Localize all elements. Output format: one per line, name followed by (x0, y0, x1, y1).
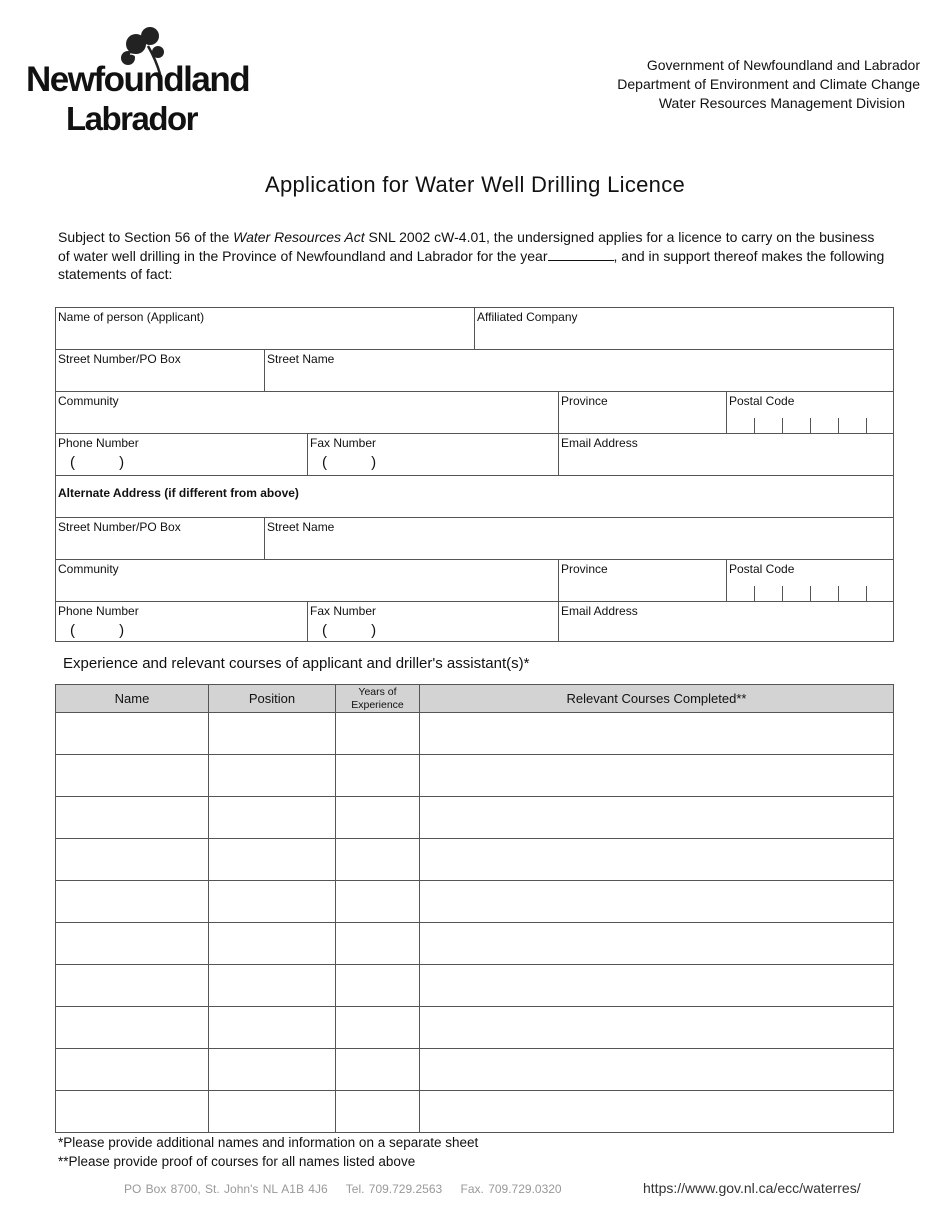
table-row (56, 881, 894, 923)
area-code-parens: ( ) (322, 454, 377, 471)
company-label: Affiliated Company (477, 310, 578, 324)
postal-code-label: Postal Code (729, 394, 795, 408)
cell-position[interactable] (209, 755, 336, 797)
email-label: Email Address (561, 604, 638, 618)
street-name-field[interactable] (265, 350, 894, 392)
fax-field[interactable] (308, 434, 559, 476)
applicant-name-field[interactable] (56, 308, 475, 350)
table-row (56, 755, 894, 797)
contact-footer (124, 1182, 576, 1196)
department-name: Department of Environment and Climate Change (617, 76, 920, 92)
intro-text-3: , and in support thereof makes the following statements of fact: (58, 247, 885, 282)
company-field[interactable] (475, 308, 894, 350)
cell-name[interactable] (56, 1007, 209, 1049)
alt-street-name-field[interactable] (265, 518, 894, 560)
government-logo (26, 24, 250, 137)
cell-name[interactable] (56, 797, 209, 839)
cell-name[interactable] (56, 755, 209, 797)
table-row (56, 965, 894, 1007)
cell-position[interactable] (209, 881, 336, 923)
cell-years[interactable] (336, 755, 420, 797)
cell-name[interactable] (56, 965, 209, 1007)
footnote-1: *Please provide additional names and information on a separate sheet (58, 1135, 479, 1150)
cell-position[interactable] (209, 1007, 336, 1049)
street-name-label: Street Name (267, 520, 335, 534)
intro-text-2: SNL 2002 cW-4.01, the undersigned applies for a licence to carry on the business of water well drilling in the Province of Newfoundland and Labrador for the year (58, 229, 875, 264)
area-code-parens: ( ) (70, 622, 125, 639)
alternate-address-heading: Alternate Address (if different from above) (56, 476, 894, 518)
community-label: Community (58, 562, 119, 576)
cell-courses[interactable] (420, 965, 894, 1007)
cell-name[interactable] (56, 881, 209, 923)
experience-table (55, 684, 894, 1133)
cell-courses[interactable] (420, 1091, 894, 1133)
col-header-position: Position (209, 685, 336, 713)
province-label: Province (561, 562, 608, 576)
phone-label: Phone Number (58, 436, 139, 450)
table-row (56, 1049, 894, 1091)
postal-code-label: Postal Code (729, 562, 795, 576)
cell-name[interactable] (56, 839, 209, 881)
act-name: Water Resources Act (233, 229, 365, 245)
cell-position[interactable] (209, 713, 336, 755)
area-code-parens: ( ) (70, 454, 125, 471)
logo-word-newfoundland: Newfoundland (26, 60, 250, 99)
cell-name[interactable] (56, 923, 209, 965)
phone-label: Phone Number (58, 604, 139, 618)
cell-courses[interactable] (420, 1049, 894, 1091)
province-field[interactable] (559, 392, 727, 434)
cell-name[interactable] (56, 713, 209, 755)
cell-courses[interactable] (420, 755, 894, 797)
email-field[interactable] (559, 434, 894, 476)
experience-table-body (56, 713, 894, 1133)
footer-tel: Tel. 709.729.2563 (345, 1182, 443, 1196)
alt-province-field[interactable] (559, 560, 727, 602)
experience-heading: Experience and relevant courses of applicant and driller's assistant(s)* (63, 655, 530, 672)
cell-years[interactable] (336, 1049, 420, 1091)
cell-courses[interactable] (420, 1007, 894, 1049)
cell-courses[interactable] (420, 839, 894, 881)
cell-position[interactable] (209, 1091, 336, 1133)
applicant-form (55, 307, 894, 642)
col-header-years: Years of Experience (336, 685, 420, 713)
alt-street-number-field[interactable] (56, 518, 265, 560)
cell-name[interactable] (56, 1049, 209, 1091)
street-name-label: Street Name (267, 352, 335, 366)
intro-text-1: Subject to Section 56 of the (58, 229, 234, 245)
cell-position[interactable] (209, 1049, 336, 1091)
cell-years[interactable] (336, 1091, 420, 1133)
cell-years[interactable] (336, 839, 420, 881)
footnotes (58, 1133, 478, 1171)
alt-postal-code-field[interactable] (727, 560, 894, 602)
cell-courses[interactable] (420, 797, 894, 839)
street-number-field[interactable] (56, 350, 265, 392)
government-header (617, 56, 920, 113)
alt-fax-field[interactable] (308, 602, 559, 642)
col-header-courses: Relevant Courses Completed** (420, 685, 894, 713)
footer-fax: Fax. 709.729.0320 (460, 1182, 562, 1196)
footer-address: PO Box 8700, St. John's NL A1B 4J6 (124, 1182, 328, 1196)
cell-years[interactable] (336, 923, 420, 965)
table-row (56, 839, 894, 881)
logo-word-labrador: Labrador (66, 100, 198, 137)
postal-code-boxes (727, 418, 894, 433)
cell-position[interactable] (209, 923, 336, 965)
division-name: Water Resources Management Division (658, 95, 905, 111)
cell-courses[interactable] (420, 881, 894, 923)
cell-years[interactable] (336, 1007, 420, 1049)
table-row (56, 797, 894, 839)
province-label: Province (561, 394, 608, 408)
fax-label: Fax Number (310, 604, 377, 618)
alt-community-field[interactable] (56, 560, 559, 602)
table-row (56, 1091, 894, 1133)
postal-code-boxes (727, 586, 894, 601)
table-row (56, 713, 894, 755)
intro-paragraph (58, 228, 888, 284)
area-code-parens: ( ) (322, 622, 377, 639)
website-link[interactable]: https://www.gov.nl.ca/ecc/waterres/ (643, 1180, 861, 1196)
postal-code-field[interactable] (727, 392, 894, 434)
table-row (56, 923, 894, 965)
cell-position[interactable] (209, 965, 336, 1007)
street-number-label: Street Number/PO Box (58, 520, 181, 534)
community-label: Community (58, 394, 119, 408)
cell-courses[interactable] (420, 713, 894, 755)
cell-years[interactable] (336, 797, 420, 839)
gov-name: Government of Newfoundland and Labrador (646, 57, 920, 73)
cell-position[interactable] (209, 797, 336, 839)
phone-field[interactable] (56, 434, 308, 476)
fax-label: Fax Number (310, 436, 377, 450)
alt-phone-field[interactable] (56, 602, 308, 642)
page-title: Application for Water Well Drilling Licence (264, 172, 686, 197)
cell-courses[interactable] (420, 923, 894, 965)
cell-years[interactable] (336, 965, 420, 1007)
street-number-label: Street Number/PO Box (58, 352, 181, 366)
cell-years[interactable] (336, 713, 420, 755)
footnote-2: **Please provide proof of courses for all names listed above (58, 1154, 416, 1169)
cell-years[interactable] (336, 881, 420, 923)
community-field[interactable] (56, 392, 559, 434)
cell-name[interactable] (56, 1091, 209, 1133)
col-header-name: Name (56, 685, 209, 713)
year-blank-field[interactable] (548, 248, 614, 261)
applicant-name-label: Name of person (Applicant) (58, 310, 205, 324)
cell-position[interactable] (209, 839, 336, 881)
table-row (56, 1007, 894, 1049)
email-label: Email Address (561, 436, 638, 450)
alt-email-field[interactable] (559, 602, 894, 642)
